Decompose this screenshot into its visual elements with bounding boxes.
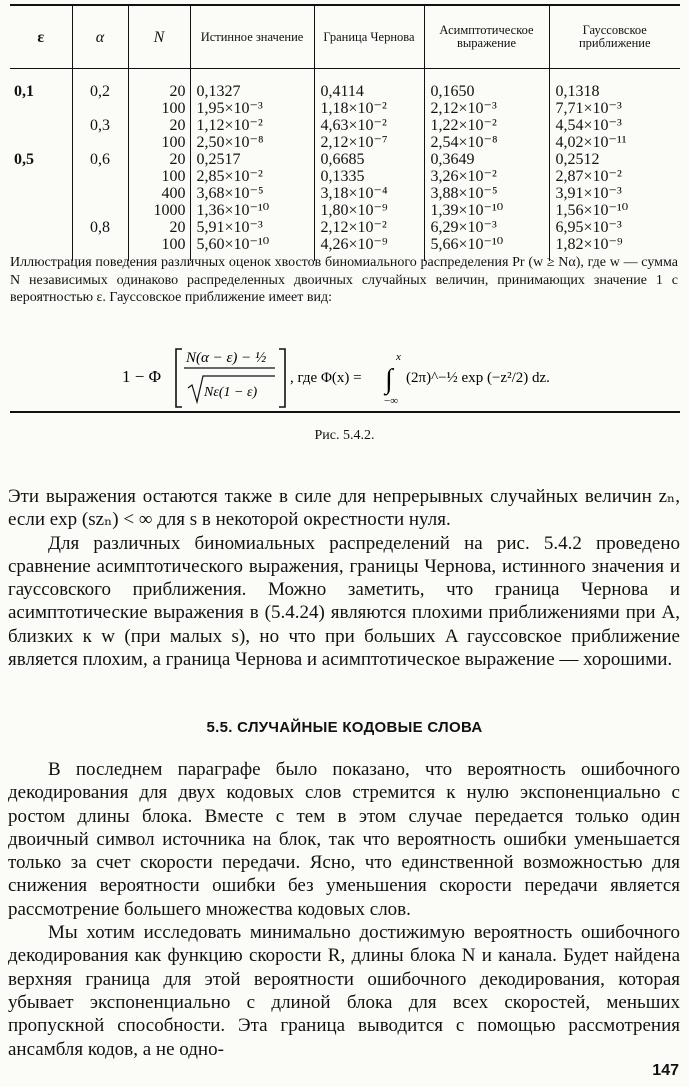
- cell-asymptotic: 3,88×10⁻⁵: [424, 185, 549, 202]
- cell-n: 100: [128, 168, 190, 185]
- table-row: [10, 202, 680, 219]
- cell-gaussian: 1,56×10⁻¹⁰: [549, 202, 680, 219]
- formula-integrand: (2π)^−½ exp (−z²/2) dz.: [406, 370, 550, 386]
- cell-alpha: [72, 168, 128, 185]
- cell-alpha: 0,3: [72, 117, 128, 134]
- cell-n: 100: [128, 134, 190, 151]
- paragraph-4: Мы хотим исследовать минимально достижимую вероятность ошибочного декодирования как функцию скорости R, длины блока N и канала. Будет найдена верхняя граница для этой вероятности ошибочного декодирования, которая убывает экспоненциально с длиной блока для всех скоростей, меньших пропускной способности. Эта граница выводится с помощью рассмотрения ансамбля кодов, а не одно-: [8, 922, 680, 1060]
- formula-denominator: Nε(1 − ε): [204, 385, 258, 400]
- cell-gaussian: 3,91×10⁻³: [549, 185, 680, 202]
- cell-gaussian: 0,2512: [549, 151, 680, 168]
- left-bracket: [176, 349, 182, 407]
- figure-note: Иллюстрация поведения различных оценок хвостов биномиального распределения Pr (w ≥ Nα), где w — сумма N независимых одинаково распределенных двоичных случайных величин, принимающих значение 1 с вероятностью ε. Гауссовское приближение имеет вид:: [10, 255, 678, 305]
- cell-eps: [10, 219, 72, 236]
- table-row: [10, 151, 680, 168]
- cell-asymptotic: 2,12×10⁻³: [424, 100, 549, 117]
- integral-sign: ∫: [385, 364, 393, 395]
- cell-eps: [10, 134, 72, 151]
- cell-chernov-bound: 1,18×10⁻²: [314, 100, 424, 117]
- integral-lower-limit: −∞: [384, 395, 399, 407]
- integral-upper-limit: x: [396, 351, 401, 363]
- header-chernov-bound: Граница Чернова: [314, 5, 424, 69]
- cell-true-value: 1,36×10⁻¹⁰: [190, 202, 314, 219]
- cell-alpha: [72, 134, 128, 151]
- cell-alpha: [72, 100, 128, 117]
- cell-eps: [10, 117, 72, 134]
- cell-chernov-bound: 0,4114: [314, 83, 424, 100]
- cell-alpha: 0,8: [72, 219, 128, 236]
- table-row: [10, 100, 680, 117]
- table-row: [10, 117, 680, 134]
- page-number: 147: [652, 1062, 679, 1079]
- cell-eps: [10, 100, 72, 117]
- cell-asymptotic: 3,26×10⁻²: [424, 168, 549, 185]
- paragraph-1: Эти выражения остаются также в силе для непрерывных случайных величин zₙ, если exp (szₙ) < ∞ для s в некоторой окрестности нуля.: [8, 486, 680, 531]
- cell-gaussian: 1,82×10⁻⁹: [549, 236, 680, 261]
- table-row: [10, 83, 680, 100]
- table-header-row: [10, 5, 680, 69]
- cell-gaussian: 4,02×10⁻¹¹: [549, 134, 680, 151]
- section-title: 5.5. СЛУЧАЙНЫЕ КОДОВЫЕ СЛОВА: [206, 719, 483, 736]
- formula-drawing: [10, 340, 678, 410]
- cell-asymptotic: 1,39×10⁻¹⁰: [424, 202, 549, 219]
- section-body: [8, 758, 680, 1061]
- cell-chernov-bound: 4,63×10⁻²: [314, 117, 424, 134]
- cell-true-value: 1,12×10⁻²: [190, 117, 314, 134]
- cell-true-value: 5,91×10⁻³: [190, 219, 314, 236]
- cell-chernov-bound: 2,12×10⁻²: [314, 219, 424, 236]
- cell-eps: 0,5: [14, 151, 34, 168]
- cell-chernov-bound: 0,6685: [314, 151, 424, 168]
- cell-asymptotic: 6,29×10⁻³: [424, 219, 549, 236]
- cell-asymptotic: 0,1650: [424, 83, 549, 100]
- cell-eps: [10, 202, 72, 219]
- formula-lead: 1 − Φ: [122, 367, 162, 386]
- table-row: [10, 134, 680, 151]
- gaussian-formula: [10, 340, 678, 410]
- cell-n: 20: [128, 83, 190, 100]
- cell-true-value: 0,1327: [190, 83, 314, 100]
- cell-eps: [10, 185, 72, 202]
- cell-asymptotic: 1,22×10⁻²: [424, 117, 549, 134]
- cell-chernov-bound: 1,80×10⁻⁹: [314, 202, 424, 219]
- header-eps: ε: [10, 5, 72, 69]
- cell-alpha: 0,2: [72, 83, 128, 100]
- cell-chernov-bound: 0,1335: [314, 168, 424, 185]
- cell-chernov-bound: 3,18×10⁻⁴: [314, 185, 424, 202]
- cell-eps: [10, 168, 72, 185]
- cell-n: 20: [128, 117, 190, 134]
- header-true-value: Истинное значение: [190, 5, 314, 69]
- cell-gaussian: 7,71×10⁻³: [549, 100, 680, 117]
- cell-n: 400: [128, 185, 190, 202]
- formula-where: , где Φ(x) =: [290, 370, 362, 386]
- figure-bottom-rule: [10, 411, 680, 413]
- cell-alpha: 0,6: [72, 151, 128, 168]
- cell-true-value: 0,2517: [190, 151, 314, 168]
- header-gaussian: Гауссовское приближение: [549, 5, 680, 69]
- right-bracket: [279, 349, 285, 407]
- cell-eps: 0,1: [14, 83, 34, 100]
- cell-n: 100: [128, 100, 190, 117]
- cell-chernov-bound: 4,26×10⁻⁹: [314, 236, 424, 261]
- cell-n: 20: [128, 219, 190, 236]
- cell-gaussian: 2,87×10⁻²: [549, 168, 680, 185]
- table-row: [10, 219, 680, 236]
- formula-numerator: N(α − ε) − ½: [186, 350, 267, 366]
- cell-gaussian: 6,95×10⁻³: [549, 219, 680, 236]
- results-table: [10, 4, 680, 261]
- cell-n: 1000: [128, 202, 190, 219]
- cell-true-value: 2,85×10⁻²: [190, 168, 314, 185]
- cell-gaussian: 4,54×10⁻³: [549, 117, 680, 134]
- cell-true-value: 1,95×10⁻³: [190, 100, 314, 117]
- cell-chernov-bound: 2,12×10⁻⁷: [314, 134, 424, 151]
- paragraph-3: В последнем параграфе было показано, что вероятность ошибочного декодирования для двух кодовых слов стремится к нулю экспоненциально с ростом длины блока. Вместе с тем в этом случае передается только один двоичный символ источника на блок, так что вероятность ошибки уменьшается только за счет скорости передачи. Ясно, что единственной возможностью для снижения вероятности ошибки без уменьшения скорости передачи является рассмотрение большего множества кодовых слов.: [8, 759, 680, 920]
- cell-true-value: 2,50×10⁻⁸: [190, 134, 314, 151]
- table-spacer-row: [10, 69, 680, 84]
- header-n: N: [128, 5, 190, 69]
- table-row: [10, 185, 680, 202]
- cell-n: 20: [128, 151, 190, 168]
- paragraph-2: Для различных биномиальных распределений на рис. 5.4.2 проведено сравнение асимптотического выражения, границы Чернова, истинного значения и гауссовского приближения. Можно заметить, что граница Чернова и асимптотические выражения в (5.4.24) являются плохими приближениями при A, близких к w (при малых s), но что при больших A гауссовское приближение является плохим, а граница Чернова и асимптотическое выражение — хорошими.: [8, 532, 680, 671]
- cell-gaussian: 0,1318: [549, 83, 680, 100]
- table-row: [10, 168, 680, 185]
- cell-asymptotic: 0,3649: [424, 151, 549, 168]
- header-alpha: α: [72, 5, 128, 69]
- cell-n: 100: [128, 236, 190, 261]
- table-body: [10, 69, 680, 262]
- paragraph-continuation: [8, 485, 680, 671]
- cell-asymptotic: 5,66×10⁻¹⁰: [424, 236, 549, 261]
- header-asymptotic: Асимптотическое выражение: [424, 5, 549, 69]
- cell-true-value: 3,68×10⁻⁵: [190, 185, 314, 202]
- cell-asymptotic: 2,54×10⁻⁸: [424, 134, 549, 151]
- cell-alpha: [72, 202, 128, 219]
- cell-true-value: 5,60×10⁻¹⁰: [190, 236, 314, 261]
- cell-alpha: [72, 185, 128, 202]
- figure-caption: Рис. 5.4.2.: [314, 428, 375, 443]
